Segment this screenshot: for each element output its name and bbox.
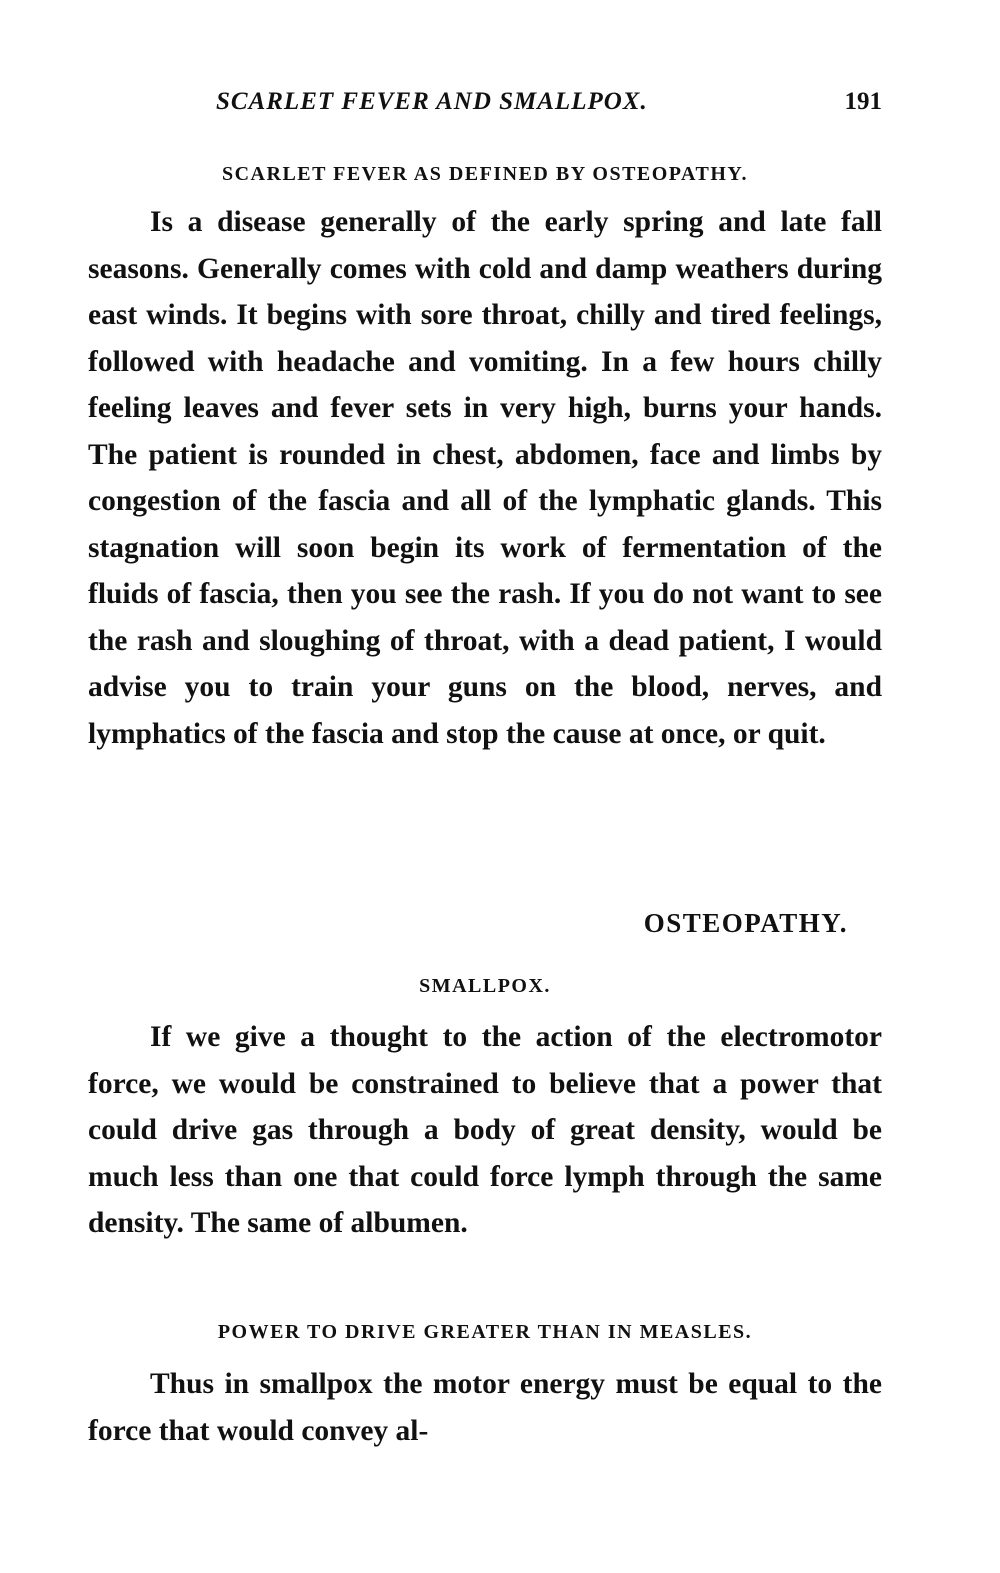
- page-number: 191: [844, 88, 882, 115]
- paragraph-scarlet-fever: Is a disease generally of the early spring and late fall seasons. Generally comes with cold and damp weathers during east winds. It begins with sore throat, chilly and tired feelings, followed with headache and vomiting. In a few hours chilly feeling leaves and fever sets in very high, burns your hands. The patient is rounded in chest, abdomen, face and limbs by congestion of the fascia and all of the lymphatic glands. This stagnation will soon begin its work of fermentation of the fluids of fascia, then you see the rash. If you do not want to see the rash and sloughing of throat, with a dead patient, I would advise you to train your guns on the blood, nerves, and lymphatics of the fascia and stop the cause at once, or quit.: [88, 206, 882, 750]
- section-heading-scarlet-fever: SCARLET FEVER AS DEFINED BY OSTEOPATHY.: [221, 163, 749, 185]
- signature: OSTEOPATHY.: [643, 908, 848, 938]
- running-title: SCARLET FEVER AND SMALLPOX.: [216, 88, 648, 115]
- paragraph-power-to-drive: Thus in smallpox the motor energy must be equal to the force that would convey al-: [88, 1368, 882, 1447]
- paragraph-smallpox: If we give a thought to the action of the electromotor force, we would be constrained to believe that a power that could drive gas through a body of great density, would be much less than one that could force lymph through the same density. The same of albumen.: [88, 1021, 882, 1239]
- running-header: [88, 88, 882, 128]
- section-heading-smallpox: SMALLPOX.: [419, 975, 551, 997]
- section-heading-power-to-drive: POWER TO DRIVE GREATER THAN IN MEASLES.: [217, 1321, 753, 1343]
